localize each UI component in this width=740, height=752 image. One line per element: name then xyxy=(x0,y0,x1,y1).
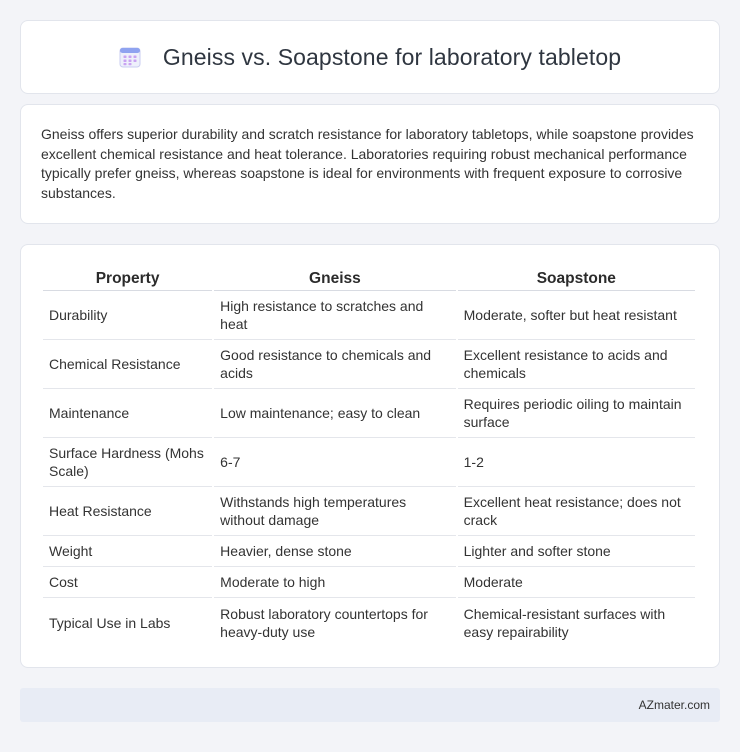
gneiss-cell: Good resistance to chemicals and acids xyxy=(214,340,455,389)
summary-card xyxy=(20,104,720,224)
table-row xyxy=(43,438,695,487)
table-row xyxy=(43,340,695,389)
header-soapstone: Soapstone xyxy=(458,267,695,291)
header-gneiss: Gneiss xyxy=(214,267,455,291)
property-cell: Durability xyxy=(43,291,212,340)
table-row xyxy=(43,536,695,567)
soapstone-cell: Requires periodic oiling to maintain surface xyxy=(458,389,695,438)
gneiss-cell: 6-7 xyxy=(214,438,455,487)
title-card xyxy=(20,20,720,94)
soapstone-cell: Excellent heat resistance; does not crack xyxy=(458,487,695,536)
header-property: Property xyxy=(43,267,212,291)
property-cell: Maintenance xyxy=(43,389,212,438)
comparison-table xyxy=(41,267,697,647)
soapstone-cell: Lighter and softer stone xyxy=(458,536,695,567)
soapstone-cell: 1-2 xyxy=(458,438,695,487)
soapstone-cell: Excellent resistance to acids and chemicals xyxy=(458,340,695,389)
table-header-row xyxy=(43,267,695,291)
table-row xyxy=(43,291,695,340)
gneiss-cell: High resistance to scratches and heat xyxy=(214,291,455,340)
gneiss-cell: Robust laboratory countertops for heavy-duty use xyxy=(220,605,428,640)
soapstone-cell: Moderate xyxy=(458,567,695,598)
title-wrap xyxy=(119,44,621,71)
gneiss-cell: Low maintenance; easy to clean xyxy=(214,389,455,438)
gneiss-cell: Moderate to high xyxy=(214,567,455,598)
property-cell: Surface Hardness (Mohs Scale) xyxy=(43,438,212,487)
table-row xyxy=(43,389,695,438)
table-row xyxy=(43,487,695,536)
footer-bar xyxy=(20,688,720,722)
property-cell: Cost xyxy=(43,567,212,598)
calendar-icon xyxy=(119,46,141,68)
page-title: Gneiss vs. Soapstone for laboratory tabletop xyxy=(162,43,622,70)
property-cell: Typical Use in Labs xyxy=(49,614,171,631)
soapstone-cell: Moderate, softer but heat resistant xyxy=(458,291,695,340)
footer-site-link[interactable]: AZmater.com xyxy=(638,698,710,712)
soapstone-cell: Chemical-resistant surfaces with easy repairability xyxy=(463,605,666,640)
property-cell: Chemical Resistance xyxy=(43,340,212,389)
gneiss-cell: Withstands high temperatures without damage xyxy=(214,487,455,536)
summary-text: Gneiss offers superior durability and scratch resistance for laboratory tabletops, while soapstone provides excellent chemical resistance and heat tolerance. Laboratories requiring robust mechanical performance typically prefer gneiss, whereas soapstone is ideal for environments with frequent exposure to corrosive substances. xyxy=(41,126,694,201)
table-row xyxy=(43,598,695,647)
comparison-card xyxy=(20,244,720,668)
table-row xyxy=(43,567,695,598)
property-cell: Weight xyxy=(43,536,212,567)
gneiss-cell: Heavier, dense stone xyxy=(214,536,455,567)
property-cell: Heat Resistance xyxy=(43,487,212,536)
